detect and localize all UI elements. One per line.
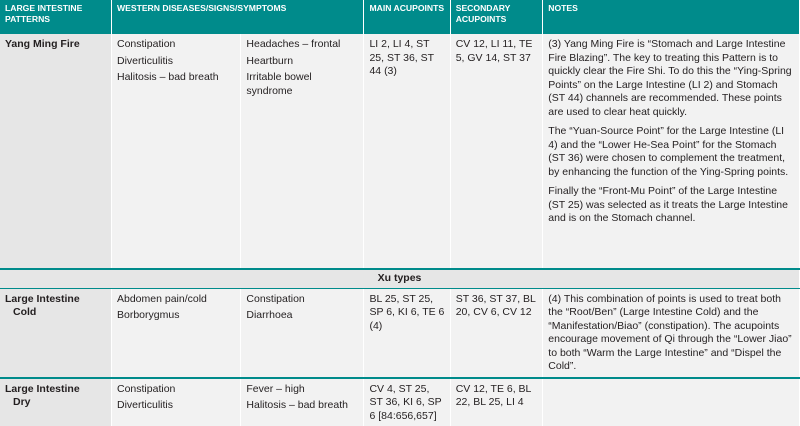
notes-cell: (4) This combination of points is used to treat both the “Root/Ben” (Large Intestine Cold) and the “Manifestation/Biao” (constipation). The acupoints encourage movement of Qi through the “Lower Jiao” to both “Warm the Large Intestine” and “Dispel the Cold”.	[543, 288, 800, 378]
row-large-intestine-dry	[0, 378, 800, 426]
row-yang-ming-fire	[0, 34, 800, 269]
symptom-item: Fever – high	[246, 383, 358, 397]
header-main: MAIN ACUPOINTS	[364, 0, 450, 34]
disease-item: Constipation	[117, 383, 235, 397]
disease-item: Halitosis – bad breath	[117, 71, 235, 85]
secondary-acupoints-cell: CV 12, LI 11, TE 5, GV 14, ST 37	[450, 34, 543, 269]
pattern-name-dry-1: Large Intestine	[5, 383, 80, 395]
secondary-acupoints-cell: ST 36, ST 37, BL 20, CV 6, CV 12	[450, 288, 543, 378]
pattern-name-yang: Yang Ming Fire	[5, 38, 80, 50]
xu-types-label: Xu types	[0, 269, 800, 288]
header-notes: NOTES	[543, 0, 800, 34]
pattern-name	[0, 378, 112, 426]
note-paragraph: (3) Yang Ming Fire is “Stomach and Large Intestine Fire Blazing”. The key to treating this Pattern is to quickly clear the Fire Shi. To do this the “Ying-Spring Points” on the Large Intestine (LI 2) and Stomach (ST 44) channels are recommended. These points are used to clear heat quickly.	[548, 38, 794, 119]
main-acupoints-cell: CV 4, ST 25, ST 36, KI 6, SP 6 [84:656,657]	[364, 378, 450, 426]
row-large-intestine-cold	[0, 288, 800, 378]
disease-item: Abdomen pain/cold	[117, 293, 235, 307]
notes-cell	[543, 34, 800, 269]
symptom-item: Diarrhoea	[246, 309, 358, 323]
pattern-name-cold-2: Cold	[5, 306, 106, 320]
notes-cell	[543, 378, 800, 426]
diseases-cell	[112, 34, 241, 269]
pattern-name-dry-2: Dry	[5, 396, 106, 410]
disease-item: Diverticulitis	[117, 55, 235, 69]
disease-item: Diverticulitis	[117, 399, 235, 413]
secondary-acupoints-cell: CV 12, TE 6, BL 22, BL 25, LI 4	[450, 378, 543, 426]
symptom-item: Headaches – frontal	[246, 38, 358, 52]
header-row	[0, 0, 800, 34]
pattern-name	[0, 34, 112, 269]
main-acupoints-cell: BL 25, ST 25, SP 6, KI 6, TE 6 (4)	[364, 288, 450, 378]
header-western: WESTERN DISEASES/SIGNS/SYMPTOMS	[112, 0, 364, 34]
header-secondary: SECONDARY ACUPOINTS	[450, 0, 543, 34]
note-paragraph: The “Yuan-Source Point” for the Large Intestine (LI 4) and the “Lower He-Sea Point” for the Stomach (ST 36) were chosen to complement the treatment, by enhancing the function of the Ying-Spring points.	[548, 125, 794, 179]
pattern-name-cold-1: Large Intestine	[5, 293, 80, 305]
diseases-cell	[112, 378, 241, 426]
pattern-name	[0, 288, 112, 378]
disease-item: Borborygmus	[117, 309, 235, 323]
disease-item: Constipation	[117, 38, 235, 52]
header-patterns: LARGE INTESTINE PATTERNS	[0, 0, 112, 34]
symptoms-cell	[241, 34, 364, 269]
symptom-item: Halitosis – bad breath	[246, 399, 358, 413]
symptom-item: Constipation	[246, 293, 358, 307]
diseases-cell	[112, 288, 241, 378]
symptoms-cell	[241, 288, 364, 378]
section-separator	[0, 269, 800, 288]
symptom-item: Irritable bowel syndrome	[246, 71, 358, 98]
symptoms-cell	[241, 378, 364, 426]
symptom-item: Heartburn	[246, 55, 358, 69]
main-acupoints-cell: LI 2, LI 4, ST 25, ST 36, ST 44 (3)	[364, 34, 450, 269]
note-paragraph: Finally the “Front-Mu Point” of the Large Intestine (ST 25) was selected as it treats the Large Intestine and is on the Stomach channel.	[548, 185, 794, 226]
